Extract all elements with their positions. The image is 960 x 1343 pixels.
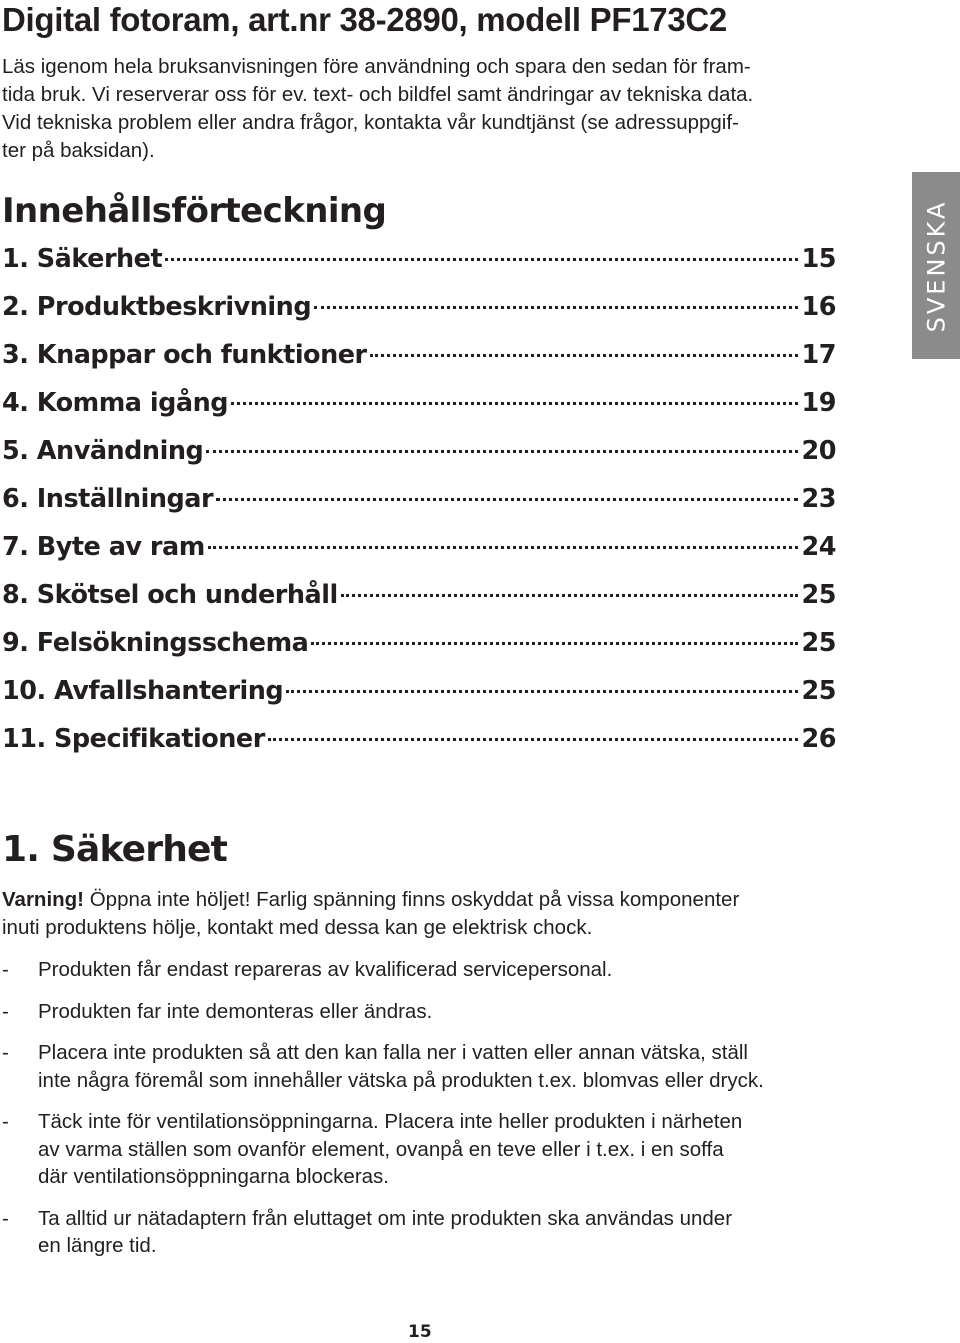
bullet-line: Produkten får endast repareras av kvalificerad servicepersonal. [38,958,613,981]
dot-leader [206,450,797,453]
toc-entry-label: 6. Inställningar [2,484,214,514]
toc-entry-page: 26 [801,724,836,754]
bullet-line: Produkten far inte demonteras eller ändras. [38,999,433,1023]
intro-line: Läs igenom hela bruksanvisningen före användning och spara den sedan för fram- [2,55,751,78]
dot-leader [341,594,798,597]
list-item [2,1108,852,1191]
toc-entry-page: 25 [801,628,836,658]
toc-entry-byte-av-ram[interactable] [2,532,836,580]
bullet-text [38,1205,732,1260]
warning-line [2,886,842,914]
bullet-line: Placera inte produkten så att den kan falla ner i vatten eller annan vätska, ställ [38,1041,748,1064]
intro-line: tida bruk. Vi reserverar oss för ev. text- och bildfel samt ändringar av tekniska data. [2,83,754,106]
dot-leader [286,690,797,693]
warning-line: inuti produktens hölje, kontakt med dessa kan ge elektrisk chock. [2,916,593,939]
toc-entry-label: 9. Felsökningsschema [2,628,309,658]
toc-entry-label: 11. Specifikationer [2,724,265,754]
toc-entry-avfallshantering[interactable] [2,676,836,724]
list-item [2,956,852,984]
safety-list [2,956,852,1260]
dot-leader [370,354,798,357]
language-tab [912,172,960,359]
list-item [2,998,852,1026]
bullet-line: Täck inte för ventilationsöppningarna. Placera inte heller produkten i närheten [38,1110,743,1133]
bullet-marker: - [2,1041,9,1064]
bullet-text [38,1039,764,1094]
toc-entry-label: 5. Användning [2,436,204,466]
bullet-text [38,1108,742,1191]
document-title: Digital fotoram, art.nr 38-2890, modell PF173C2 [2,1,727,38]
intro-line: Vid tekniska problem eller andra frågor, kontakta vår kundtjänst (se adressuppgif- [2,111,739,134]
warning-label: Varning! [2,888,85,911]
toc-entry-label: 7. Byte av ram [2,532,205,562]
dot-leader [208,546,798,549]
toc-entry-knappar[interactable] [2,340,836,388]
toc-heading: Innehållsförteckning [2,191,387,231]
bullet-line: en längre tid. [38,1234,157,1257]
bullet-line: av varma ställen som ovanför element, ovanpå en teve eller i t.ex. i en soffa [38,1137,724,1161]
dot-leader [314,306,797,309]
toc-entry-produktbeskrivning[interactable] [2,292,836,340]
list-item [2,1205,852,1260]
dot-leader [311,642,797,645]
toc-entry-anvandning[interactable] [2,436,836,484]
warning-text: Öppna inte höljet! Farlig spänning finns oskyddat på vissa komponenter [89,888,740,911]
bullet-marker: - [2,1206,9,1230]
warning-paragraph [2,886,842,942]
bullet-line: inte några föremål som innehåller vätska på produkten t.ex. blomvas eller dryck. [38,1068,764,1092]
bullet-marker: - [2,958,9,981]
dot-leader [216,498,797,501]
page-number: 15 [408,1322,432,1342]
toc-entry-page: 15 [801,244,836,274]
toc-entry-sakerhet[interactable] [2,244,836,292]
toc-entry-page: 25 [801,676,836,706]
toc-entry-page: 16 [801,292,836,322]
toc-entry-label: 2. Produktbeskrivning [2,292,312,322]
toc-entry-installningar[interactable] [2,484,836,532]
dot-leader [165,258,797,261]
dot-leader [268,738,798,741]
dot-leader [231,402,798,405]
toc-entry-page: 23 [801,484,836,514]
toc-entry-page: 19 [801,388,836,418]
toc-entry-label: 4. Komma igång [2,388,228,418]
table-of-contents [2,244,836,772]
intro-line: ter på baksidan). [2,139,155,162]
toc-entry-page: 20 [801,436,836,466]
toc-entry-label: 10. Avfallshantering [2,676,284,706]
bullet-marker: - [2,1110,9,1133]
toc-entry-felsokning[interactable] [2,628,836,676]
bullet-text [38,998,432,1026]
toc-entry-label: 1. Säkerhet [2,244,163,274]
list-item [2,1039,852,1094]
language-tab-label: SVENSKA [922,199,950,332]
toc-entry-komma-igang[interactable] [2,388,836,436]
section-heading-sakerhet: 1. Säkerhet [2,829,228,870]
toc-entry-page: 24 [801,532,836,562]
bullet-text [38,956,612,984]
toc-entry-specifikationer[interactable] [2,724,836,772]
toc-entry-label: 3. Knappar och funktioner [2,340,367,370]
bullet-marker: - [2,999,9,1023]
toc-entry-page: 25 [801,580,836,610]
bullet-line: Ta alltid ur nätadaptern från eluttaget om inte produkten ska användas under [38,1206,733,1230]
toc-entry-label: 8. Skötsel och underhåll [2,580,338,610]
bullet-line: där ventilationsöppningarna blockeras. [38,1165,390,1188]
intro-paragraph [2,53,832,165]
toc-entry-skotsel[interactable] [2,580,836,628]
toc-entry-page: 17 [801,340,836,370]
